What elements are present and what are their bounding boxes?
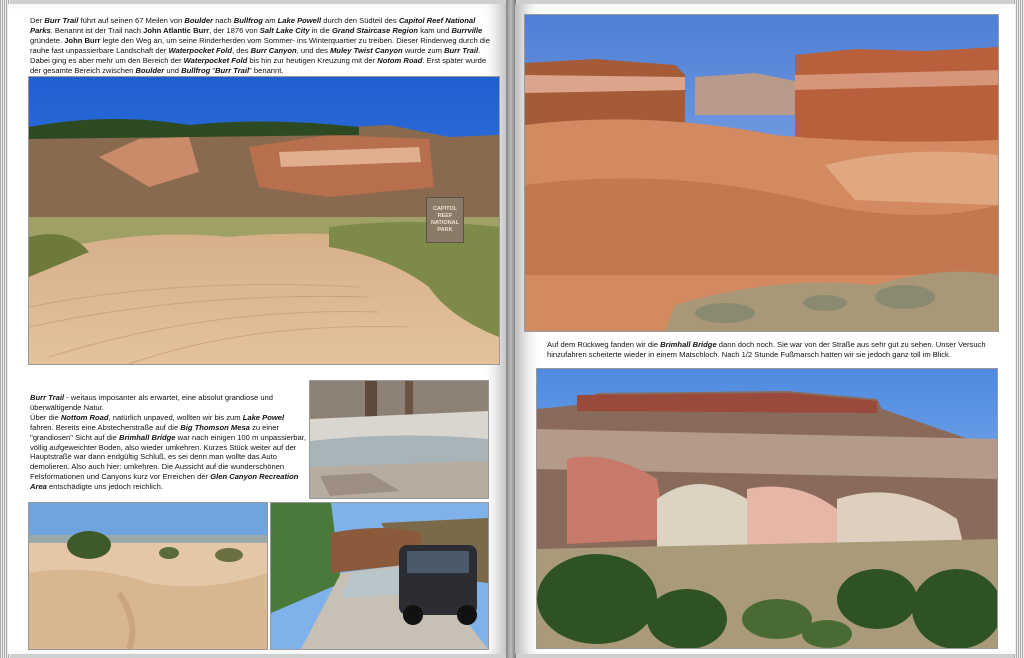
burr-trail-road-photo — [28, 76, 500, 365]
muddy-water-photo — [309, 380, 489, 499]
park-sign-text: CAPITOL REEF NATIONAL PARK — [430, 206, 459, 233]
right-page — [515, 4, 1015, 654]
right-page-edges — [1014, 0, 1024, 658]
red-canyon-photo — [524, 14, 999, 332]
intro-text: Der Burr Trail führt auf seinen 67 Meilen von Boulder nach Bullfrog am Lake Powell durch den Südteil des Capitol Reef National Parks. Benannt ist der Trail nach John Atlantic Burr, der 1876 von Salt Lake City in die Grand Staircase Region kam und Burrville gründete. John Burr legte den Weg an, um seine Rinderherden vom Sommer- ins Winterquartier zu treiben. Dieser Rinderweg durch die rauhe fast unpassierbare Landschaft der Waterpocket Fold, des Burr Canyon, und des Muley Twist Canyon wurde zum Burr Trail. Dabei ging es aber mehr um den Bereich der Waterpocket Fold bis hin zur heutigen Kreuzung mit der Notom Road. Erst später wurde der gesamte Bereich zwischen Boulder und Bullfrog "Burr Trail" benannt. — [30, 16, 490, 75]
park-sign — [426, 197, 464, 243]
car-flooded-road-photo — [270, 502, 489, 650]
burr-trail-caption: Burr Trail - weitaus imposanter als erwartet, eine absolut grandiose und überwältigende Natur. Über die Nottom Road, natürlich unpaved, wollten wir bis zum Lake Powel fahren. Bereits eine Abstecherstraße auf die Big Thomson Mesa zu einer "grandiosen" Sicht auf die Brimhall Bridge war nach einigen 100 m unpassierbar, völlig aufgeweichter Boden, also wieder umkehren. Kurzes Stück weiter auf der Hauptstraße war dann endgültig Schluß, es sei denn man wollte das Auto demolieren. Also auch hier: umkehren. Die Aussicht auf die wunderschönen Felsformationen und Canyons kurz vor Erreichen der Glen Canyon Recreation Area entschädigte uns jedoch reichlich. — [30, 393, 306, 492]
desert-sand-photo — [28, 502, 268, 650]
brimhall-bridge-photo — [536, 368, 998, 649]
brimhall-caption: Auf dem Rückweg fanden wir die Brimhall Bridge dann doch noch. Sie war von der Straße aus sehr gut zu sehen. Unser Versuch hinzufahren scheiterte wieder in einem Matschloch. Nach 1/2 Stunde Fußmarsch hatten wir sie jedoch ganz toll im Blick. — [547, 340, 986, 359]
left-page — [8, 4, 508, 654]
